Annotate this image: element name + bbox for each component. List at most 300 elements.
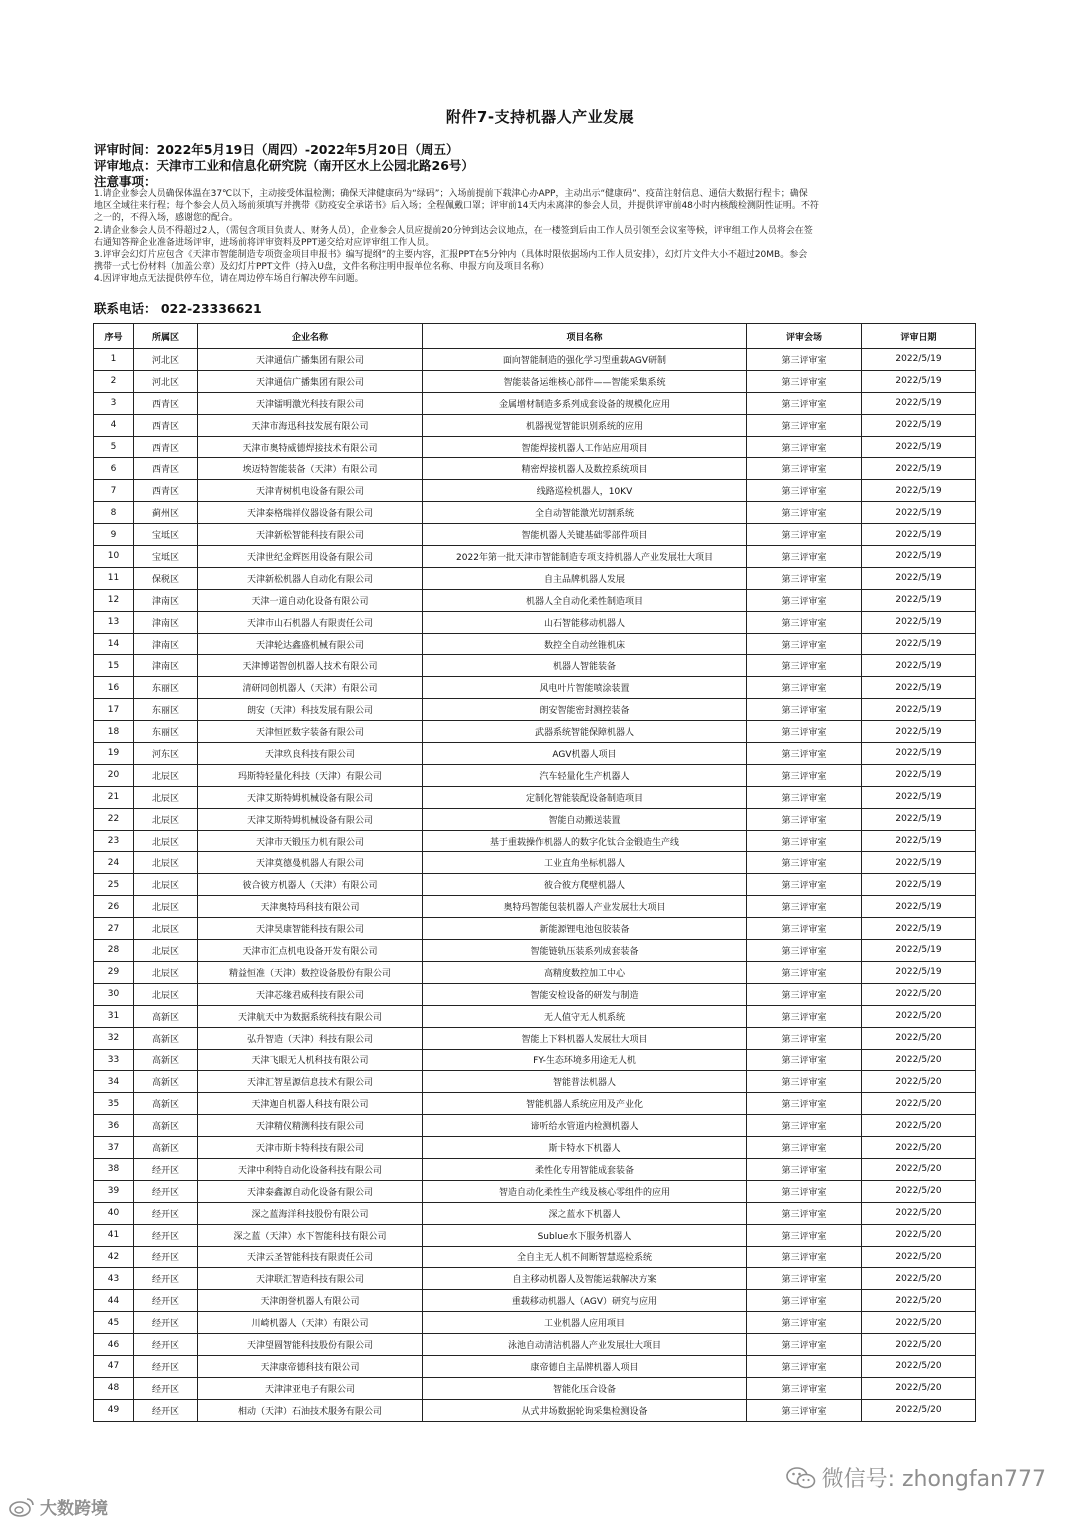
cell-venue: 第三评审室 — [747, 874, 862, 896]
table-row — [94, 370, 976, 392]
cell-district: 北辰区 — [134, 961, 198, 983]
cell-date: 2022/5/19 — [862, 524, 976, 546]
cell-date: 2022/5/19 — [862, 349, 976, 371]
cell-district: 经开区 — [134, 1246, 198, 1268]
table-body — [94, 349, 976, 1422]
cell-district: 保税区 — [134, 567, 198, 589]
cell-date: 2022/5/20 — [862, 1093, 976, 1115]
cell-venue: 第三评审室 — [747, 1268, 862, 1290]
header-index: 序号 — [94, 324, 134, 349]
cell-district: 高新区 — [134, 1071, 198, 1093]
table-row — [94, 567, 976, 589]
table-row — [94, 1377, 976, 1399]
cell-venue: 第三评审室 — [747, 743, 862, 765]
cell-date: 2022/5/20 — [862, 1377, 976, 1399]
cell-district: 经开区 — [134, 1290, 198, 1312]
cell-date: 2022/5/20 — [862, 1027, 976, 1049]
cell-date: 2022/5/19 — [862, 677, 976, 699]
cell-date: 2022/5/20 — [862, 1115, 976, 1137]
cell-date: 2022/5/19 — [862, 808, 976, 830]
cell-date: 2022/5/19 — [862, 458, 976, 480]
cell-project: 康帝德自主品牌机器人项目 — [423, 1355, 747, 1377]
cell-venue: 第三评审室 — [747, 918, 862, 940]
cell-district: 东丽区 — [134, 721, 198, 743]
cell-company: 天津迦自机器人科技有限公司 — [198, 1093, 423, 1115]
cell-district: 经开区 — [134, 1355, 198, 1377]
cell-company: 天津飞眼无人机科技有限公司 — [198, 1049, 423, 1071]
cell-company: 天津新松机器人自动化有限公司 — [198, 567, 423, 589]
cell-venue: 第三评审室 — [747, 852, 862, 874]
cell-district: 经开区 — [134, 1334, 198, 1356]
cell-company: 天津市斯卡特科技有限公司 — [198, 1137, 423, 1159]
cell-district: 经开区 — [134, 1399, 198, 1421]
cell-company: 天津津亚电子有限公司 — [198, 1377, 423, 1399]
cell-index: 5 — [94, 436, 134, 458]
table-row — [94, 611, 976, 633]
cell-project: 新能源锂电池包胶装备 — [423, 918, 747, 940]
cell-project: 朗安智能密封测控装备 — [423, 699, 747, 721]
cell-project: 自主移动机器人及智能运载解决方案 — [423, 1268, 747, 1290]
cell-index: 27 — [94, 918, 134, 940]
cell-project: 无人值守无人机系统 — [423, 1005, 747, 1027]
cell-date: 2022/5/19 — [862, 589, 976, 611]
table-row — [94, 349, 976, 371]
table-row — [94, 1399, 976, 1421]
table-row — [94, 896, 976, 918]
cell-index: 46 — [94, 1334, 134, 1356]
table-row — [94, 940, 976, 962]
cell-project: 智造自动化柔性生产线及核心零组件的应用 — [423, 1180, 747, 1202]
note-line: 地区全域往来行程；每个参会人员入场前须填写并携带《防疫安全承诺书》后入场；全程佩戴口罩；评审前14天内未离津的参会人员，并提供评审前48小时内核酸检测阴性证明。不符 — [94, 201, 819, 212]
note-line: 1.请企业参会人员确保体温在37℃以下，主动接受体温检测；确保天津健康码为“绿码”；入场前提前下载津心办APP，主动出示“健康码”、疫苗注射信息、通信大数据行程卡；确保 — [94, 189, 808, 199]
cell-venue: 第三评审室 — [747, 699, 862, 721]
cell-index: 26 — [94, 896, 134, 918]
cell-project: 线路巡检机器人，10KV — [423, 480, 747, 502]
table-row — [94, 874, 976, 896]
cell-district: 北辰区 — [134, 830, 198, 852]
note-line: 之一的，不得入场，感谢您的配合。 — [94, 213, 239, 224]
cell-project: 彼合彼方爬壁机器人 — [423, 874, 747, 896]
cell-index: 10 — [94, 546, 134, 568]
table-row — [94, 1049, 976, 1071]
table-row — [94, 502, 976, 524]
cell-date: 2022/5/20 — [862, 1334, 976, 1356]
cell-district: 西青区 — [134, 392, 198, 414]
cell-district: 高新区 — [134, 1005, 198, 1027]
cell-district: 北辰区 — [134, 808, 198, 830]
cell-district: 蓟州区 — [134, 502, 198, 524]
cell-date: 2022/5/19 — [862, 830, 976, 852]
cell-project: 机器人全自动化柔性制造项目 — [423, 589, 747, 611]
cell-venue: 第三评审室 — [747, 546, 862, 568]
cell-date: 2022/5/19 — [862, 611, 976, 633]
logo-icon — [8, 1496, 36, 1518]
cell-venue: 第三评审室 — [747, 1290, 862, 1312]
cell-project: 斯卡特水下机器人 — [423, 1137, 747, 1159]
table-row — [94, 1312, 976, 1334]
cell-date: 2022/5/19 — [862, 786, 976, 808]
cell-index: 23 — [94, 830, 134, 852]
cell-district: 东丽区 — [134, 699, 198, 721]
cell-index: 28 — [94, 940, 134, 962]
cell-project: 机器人智能装备 — [423, 655, 747, 677]
table-row — [94, 392, 976, 414]
cell-district: 西青区 — [134, 414, 198, 436]
cell-district: 津南区 — [134, 611, 198, 633]
cell-project: 智能装备运维核心部件——智能采集系统 — [423, 370, 747, 392]
cell-project: 重载移动机器人（AGV）研究与应用 — [423, 1290, 747, 1312]
cell-venue: 第三评审室 — [747, 611, 862, 633]
cell-date: 2022/5/19 — [862, 764, 976, 786]
table-row — [94, 808, 976, 830]
cell-company: 精益恒准（天津）数控设备股份有限公司 — [198, 961, 423, 983]
cell-project: FY-生态环境多用途无人机 — [423, 1049, 747, 1071]
cell-project: 风电叶片智能喷涂装置 — [423, 677, 747, 699]
cell-project: 全自主无人机不间断智慧巡检系统 — [423, 1246, 747, 1268]
cell-date: 2022/5/20 — [862, 1005, 976, 1027]
cell-index: 43 — [94, 1268, 134, 1290]
cell-index: 48 — [94, 1377, 134, 1399]
cell-project: 基于重载操作机器人的数字化钛合金锻造生产线 — [423, 830, 747, 852]
wechat-watermark — [786, 1462, 1046, 1493]
cell-project: 智能机器人关键基础零部件项目 — [423, 524, 747, 546]
cell-company: 天津朗誉机器人有限公司 — [198, 1290, 423, 1312]
cell-index: 21 — [94, 786, 134, 808]
cell-date: 2022/5/20 — [862, 1268, 976, 1290]
cell-date: 2022/5/19 — [862, 721, 976, 743]
table-row — [94, 655, 976, 677]
cell-company: 天津市奥特威德焊接技术有限公司 — [198, 436, 423, 458]
table-row — [94, 830, 976, 852]
cell-venue: 第三评审室 — [747, 458, 862, 480]
cell-company: 天津泰格瑞祥仪器设备有限公司 — [198, 502, 423, 524]
table-row — [94, 1334, 976, 1356]
cell-district: 经开区 — [134, 1158, 198, 1180]
cell-project: 武器系统智能保障机器人 — [423, 721, 747, 743]
cell-district: 津南区 — [134, 633, 198, 655]
cell-date: 2022/5/19 — [862, 918, 976, 940]
cell-date: 2022/5/19 — [862, 414, 976, 436]
cell-project: 智能机器人系统应用及产业化 — [423, 1093, 747, 1115]
table-row — [94, 699, 976, 721]
wechat-icon — [786, 1466, 816, 1490]
cell-district: 北辰区 — [134, 874, 198, 896]
table-row — [94, 524, 976, 546]
cell-date: 2022/5/20 — [862, 1158, 976, 1180]
table-row — [94, 458, 976, 480]
cell-date: 2022/5/19 — [862, 370, 976, 392]
cell-venue: 第三评审室 — [747, 764, 862, 786]
cell-venue: 第三评审室 — [747, 983, 862, 1005]
cell-company: 深之蓝海洋科技股份有限公司 — [198, 1202, 423, 1224]
cell-company: 川崎机器人（天津）有限公司 — [198, 1312, 423, 1334]
cell-project: 工业直角坐标机器人 — [423, 852, 747, 874]
cell-index: 38 — [94, 1158, 134, 1180]
cell-index: 17 — [94, 699, 134, 721]
cell-district: 津南区 — [134, 589, 198, 611]
cell-project: 全自动智能激光切割系统 — [423, 502, 747, 524]
table-row — [94, 1005, 976, 1027]
cell-venue: 第三评审室 — [747, 1224, 862, 1246]
cell-project: 智能链轨压装系列成套装备 — [423, 940, 747, 962]
cell-project: 工业机器人应用项目 — [423, 1312, 747, 1334]
cell-company: 天津市海迅科技发展有限公司 — [198, 414, 423, 436]
cell-district: 高新区 — [134, 1027, 198, 1049]
brand-watermark — [8, 1494, 108, 1519]
cell-venue: 第三评审室 — [747, 940, 862, 962]
cell-district: 宝坻区 — [134, 524, 198, 546]
cell-company: 天津望圆智能科技股份有限公司 — [198, 1334, 423, 1356]
header-venue: 评审会场 — [747, 324, 862, 349]
cell-index: 8 — [94, 502, 134, 524]
cell-venue: 第三评审室 — [747, 567, 862, 589]
cell-company: 弘升智造（天津）科技有限公司 — [198, 1027, 423, 1049]
cell-company: 天津莫德曼机器人有限公司 — [198, 852, 423, 874]
cell-venue: 第三评审室 — [747, 370, 862, 392]
cell-district: 经开区 — [134, 1377, 198, 1399]
cell-date: 2022/5/19 — [862, 940, 976, 962]
table-row — [94, 1115, 976, 1137]
notes-block — [94, 188, 974, 286]
cell-district: 西青区 — [134, 480, 198, 502]
cell-date: 2022/5/19 — [862, 436, 976, 458]
cell-index: 9 — [94, 524, 134, 546]
cell-venue: 第三评审室 — [747, 1377, 862, 1399]
cell-project: 深之蓝水下机器人 — [423, 1202, 747, 1224]
cell-date: 2022/5/19 — [862, 502, 976, 524]
cell-project: 从式井场数据轮询采集检测设备 — [423, 1399, 747, 1421]
table-row — [94, 1137, 976, 1159]
cell-company: 天津汇智星源信息技术有限公司 — [198, 1071, 423, 1093]
cell-venue: 第三评审室 — [747, 721, 862, 743]
header-district: 所属区 — [134, 324, 198, 349]
cell-district: 高新区 — [134, 1115, 198, 1137]
cell-company: 天津中利特自动化设备科技有限公司 — [198, 1158, 423, 1180]
cell-index: 49 — [94, 1399, 134, 1421]
cell-venue: 第三评审室 — [747, 1027, 862, 1049]
cell-project: 高精度数控加工中心 — [423, 961, 747, 983]
cell-company: 天津联汇智造科技有限公司 — [198, 1268, 423, 1290]
cell-company: 彼合彼方机器人（天津）有限公司 — [198, 874, 423, 896]
cell-company: 天津精仪精测科技有限公司 — [198, 1115, 423, 1137]
cell-project: 汽车轻量化生产机器人 — [423, 764, 747, 786]
cell-index: 3 — [94, 392, 134, 414]
cell-date: 2022/5/19 — [862, 392, 976, 414]
cell-date: 2022/5/20 — [862, 983, 976, 1005]
cell-date: 2022/5/19 — [862, 546, 976, 568]
cell-company: 天津镭明激光科技有限公司 — [198, 392, 423, 414]
header-company: 企业名称 — [198, 324, 423, 349]
review-schedule-table — [93, 323, 976, 1422]
table-row — [94, 633, 976, 655]
cell-venue: 第三评审室 — [747, 1312, 862, 1334]
table-row — [94, 1290, 976, 1312]
table-row — [94, 1202, 976, 1224]
cell-date: 2022/5/20 — [862, 1399, 976, 1421]
cell-company: 天津通信广播集团有限公司 — [198, 349, 423, 371]
cell-index: 1 — [94, 349, 134, 371]
cell-company: 天津艾斯特姆机械设备有限公司 — [198, 808, 423, 830]
cell-venue: 第三评审室 — [747, 589, 862, 611]
cell-venue: 第三评审室 — [747, 349, 862, 371]
cell-company: 天津通信广播集团有限公司 — [198, 370, 423, 392]
cell-district: 北辰区 — [134, 940, 198, 962]
table-row — [94, 546, 976, 568]
cell-date: 2022/5/20 — [862, 1202, 976, 1224]
note-line: 3.评审会幻灯片应包含《天津市智能制造专项资金项目申报书》编写提纲”的主要内容，汇报PPT在5分钟内（具体时限依据场内工作人员安排），幻灯片文件大小不超过20MB。参会 — [94, 250, 808, 261]
cell-venue: 第三评审室 — [747, 1158, 862, 1180]
cell-company: 天津一道自动化设备有限公司 — [198, 589, 423, 611]
cell-company: 天津航天中为数据系统科技有限公司 — [198, 1005, 423, 1027]
table-row — [94, 1158, 976, 1180]
cell-date: 2022/5/20 — [862, 1246, 976, 1268]
table-row — [94, 918, 976, 940]
cell-date: 2022/5/19 — [862, 896, 976, 918]
note-line: 携带一式七份材料（加盖公章）及幻灯片PPT文件（持入U盘，文件名称注明申报单位名称、申报方向及项目名称） — [94, 262, 549, 273]
table-row — [94, 1268, 976, 1290]
cell-index: 15 — [94, 655, 134, 677]
cell-index: 11 — [94, 567, 134, 589]
cell-venue: 第三评审室 — [747, 480, 862, 502]
cell-index: 13 — [94, 611, 134, 633]
cell-district: 高新区 — [134, 1049, 198, 1071]
note-line: 2.请企业参会人员不得超过2人，（需包含项目负责人、财务人员），企业参会人员应提前20分钟到达会议地点，在一楼签到后由工作人员引领至会议室等候，评审组工作人员将会在签 — [94, 225, 813, 236]
cell-venue: 第三评审室 — [747, 1355, 862, 1377]
cell-project: 2022年第一批天津市智能制造专项支持机器人产业发展壮大项目 — [423, 546, 747, 568]
cell-company: 玛斯特轻量化科技（天津）有限公司 — [198, 764, 423, 786]
cell-venue: 第三评审室 — [747, 392, 862, 414]
cell-company: 天津泰鑫源自动化设备有限公司 — [198, 1180, 423, 1202]
cell-index: 12 — [94, 589, 134, 611]
notes-title: 注意事项： — [94, 174, 157, 189]
cell-date: 2022/5/19 — [862, 655, 976, 677]
cell-venue: 第三评审室 — [747, 633, 862, 655]
cell-date: 2022/5/19 — [862, 480, 976, 502]
contact-phone: 联系电话： 022-23336621 — [94, 301, 262, 316]
cell-date: 2022/5/20 — [862, 1224, 976, 1246]
cell-project: 自主品牌机器人发展 — [423, 567, 747, 589]
cell-project: 智能普法机器人 — [423, 1071, 747, 1093]
cell-venue: 第三评审室 — [747, 677, 862, 699]
table-row — [94, 589, 976, 611]
cell-project: 谛听给水管道内检测机器人 — [423, 1115, 747, 1137]
cell-company: 天津新松智能科技有限公司 — [198, 524, 423, 546]
cell-project: 定制化智能装配设备制造项目 — [423, 786, 747, 808]
cell-district: 北辰区 — [134, 918, 198, 940]
cell-index: 4 — [94, 414, 134, 436]
cell-company: 天津昊康智能科技有限公司 — [198, 918, 423, 940]
cell-index: 30 — [94, 983, 134, 1005]
cell-venue: 第三评审室 — [747, 655, 862, 677]
cell-company: 埃迈特智能装备（天津）有限公司 — [198, 458, 423, 480]
cell-index: 16 — [94, 677, 134, 699]
table-row — [94, 1355, 976, 1377]
cell-venue: 第三评审室 — [747, 1005, 862, 1027]
cell-index: 45 — [94, 1312, 134, 1334]
cell-district: 经开区 — [134, 1268, 198, 1290]
cell-index: 35 — [94, 1093, 134, 1115]
cell-company: 相动（天津）石油技术服务有限公司 — [198, 1399, 423, 1421]
cell-date: 2022/5/19 — [862, 633, 976, 655]
cell-district: 高新区 — [134, 1137, 198, 1159]
cell-venue: 第三评审室 — [747, 961, 862, 983]
cell-project: Sublue水下服务机器人 — [423, 1224, 747, 1246]
review-time: 评审时间：2022年5月19日（周四）-2022年5月20日（周五） — [94, 142, 459, 157]
cell-project: 智能上下料机器人发展壮大项目 — [423, 1027, 747, 1049]
cell-venue: 第三评审室 — [747, 1115, 862, 1137]
cell-project: 山石智能移动机器人 — [423, 611, 747, 633]
cell-index: 20 — [94, 764, 134, 786]
table-row — [94, 743, 976, 765]
cell-index: 22 — [94, 808, 134, 830]
cell-index: 14 — [94, 633, 134, 655]
header-date: 评审日期 — [862, 324, 976, 349]
cell-index: 24 — [94, 852, 134, 874]
cell-district: 北辰区 — [134, 896, 198, 918]
brand-watermark-text: 大数跨境 — [40, 1499, 108, 1519]
cell-date: 2022/5/20 — [862, 1049, 976, 1071]
cell-index: 42 — [94, 1246, 134, 1268]
table-header-row — [94, 324, 976, 349]
cell-project: 面向智能制造的强化学习型重载AGV研制 — [423, 349, 747, 371]
cell-venue: 第三评审室 — [747, 1180, 862, 1202]
cell-date: 2022/5/19 — [862, 743, 976, 765]
cell-company: 天津奥特玛科技有限公司 — [198, 896, 423, 918]
cell-company: 朗安（天津）科技发展有限公司 — [198, 699, 423, 721]
cell-company: 天津康帝德科技有限公司 — [198, 1355, 423, 1377]
cell-date: 2022/5/19 — [862, 567, 976, 589]
cell-district: 北辰区 — [134, 852, 198, 874]
cell-company: 天津云圣智能科技有限责任公司 — [198, 1246, 423, 1268]
cell-date: 2022/5/20 — [862, 1180, 976, 1202]
cell-district: 津南区 — [134, 655, 198, 677]
header-project: 项目名称 — [423, 324, 747, 349]
cell-district: 北辰区 — [134, 983, 198, 1005]
cell-company: 天津市山石机器人有限责任公司 — [198, 611, 423, 633]
table-row — [94, 480, 976, 502]
cell-venue: 第三评审室 — [747, 808, 862, 830]
cell-district: 高新区 — [134, 1093, 198, 1115]
cell-project: 智能安检设备的研发与制造 — [423, 983, 747, 1005]
cell-venue: 第三评审室 — [747, 1334, 862, 1356]
table-row — [94, 764, 976, 786]
cell-venue: 第三评审室 — [747, 1246, 862, 1268]
document-title: 附件7-支持机器人产业发展 — [445, 108, 635, 126]
cell-company: 天津艾斯特姆机械设备有限公司 — [198, 786, 423, 808]
cell-company: 深之蓝（天津）水下智能科技有限公司 — [198, 1224, 423, 1246]
table-row — [94, 436, 976, 458]
cell-index: 32 — [94, 1027, 134, 1049]
cell-index: 29 — [94, 961, 134, 983]
cell-company: 天津芯缘君威科技有限公司 — [198, 983, 423, 1005]
cell-project: 数控全自动丝锥机床 — [423, 633, 747, 655]
cell-company: 天津市天锻压力机有限公司 — [198, 830, 423, 852]
cell-venue: 第三评审室 — [747, 502, 862, 524]
cell-index: 18 — [94, 721, 134, 743]
cell-district: 经开区 — [134, 1180, 198, 1202]
table-row — [94, 983, 976, 1005]
cell-venue: 第三评审室 — [747, 896, 862, 918]
cell-district: 西青区 — [134, 436, 198, 458]
cell-company: 天津博诺智创机器人技术有限公司 — [198, 655, 423, 677]
cell-district: 经开区 — [134, 1312, 198, 1334]
cell-index: 7 — [94, 480, 134, 502]
table-row — [94, 677, 976, 699]
cell-project: 奥特玛智能包装机器人产业发展壮大项目 — [423, 896, 747, 918]
cell-company: 清研同创机器人（天津）有限公司 — [198, 677, 423, 699]
cell-index: 40 — [94, 1202, 134, 1224]
table-row — [94, 721, 976, 743]
